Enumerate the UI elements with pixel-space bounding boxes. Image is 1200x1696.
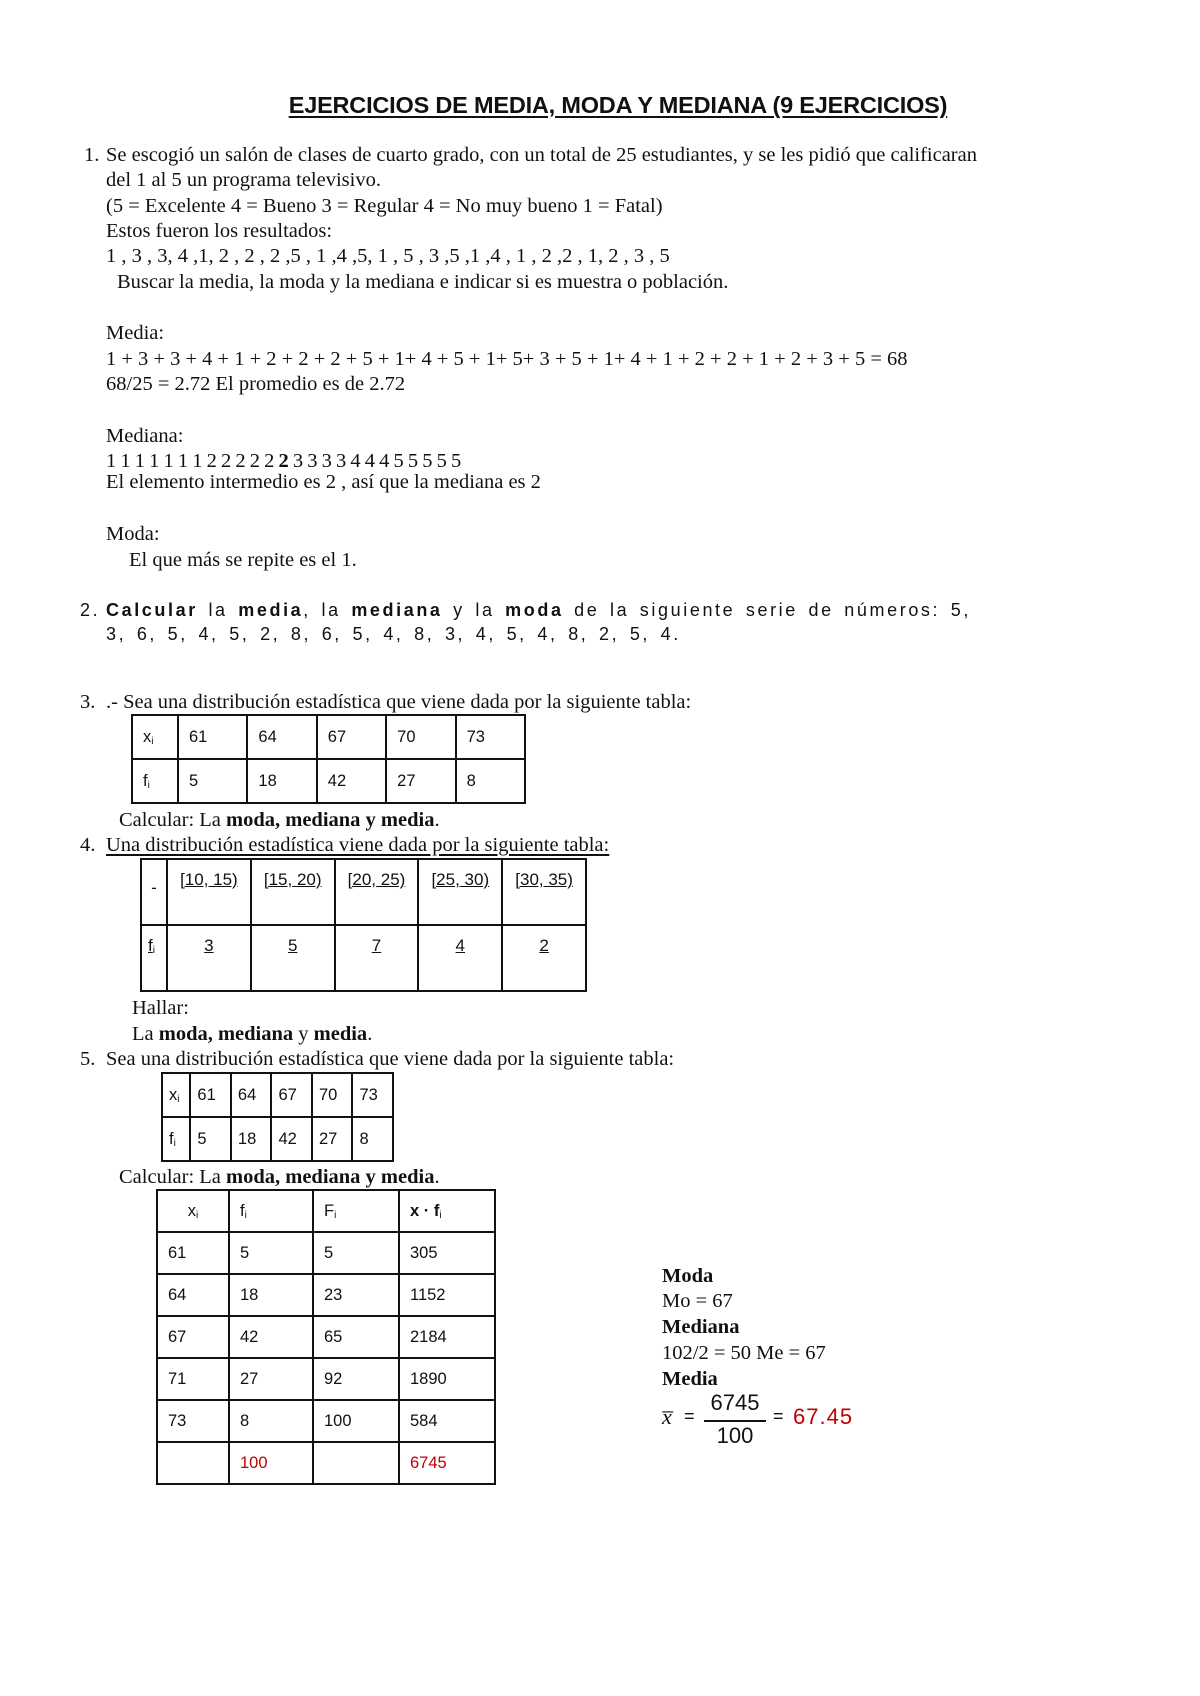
table-cell: 305 — [399, 1232, 495, 1274]
table-row — [162, 1117, 393, 1161]
text-span: Media — [662, 1368, 718, 1390]
text-line: 68/25 = 2.72 El promedio es de 2.72 — [106, 373, 406, 395]
text-span: moda, mediana y media — [226, 1166, 435, 1188]
result-label — [662, 1264, 713, 1288]
text-span: Calcular: La — [119, 809, 227, 831]
median-value: 2 — [278, 450, 289, 472]
text-span: Mediana — [662, 1316, 740, 1338]
table-cell: 92 — [313, 1358, 399, 1400]
table-cell: 27 — [386, 759, 455, 803]
table-cell: 1152 — [399, 1274, 495, 1316]
text-span: la — [197, 600, 239, 620]
table-cell — [502, 925, 586, 991]
cell-text: [30, 35) — [515, 870, 573, 889]
exercise-number: 5. — [80, 1048, 96, 1070]
table-cell: 18 — [231, 1117, 272, 1161]
text-span: 1 1 1 1 1 1 1 2 2 2 2 2 — [106, 450, 279, 472]
header-cell: $x \cdot f_i$ — [399, 1190, 495, 1232]
cell-text: f — [148, 936, 153, 955]
table-cell: 65 — [313, 1316, 399, 1358]
text-span: mediana — [351, 600, 443, 620]
text-line: del 1 al 5 un programa televisivo. — [106, 169, 381, 191]
table-row — [157, 1358, 495, 1400]
table-cell: 73 — [157, 1400, 229, 1442]
cell-text: f — [240, 1201, 245, 1220]
cell-text: F — [324, 1201, 335, 1220]
cell-text: [20, 25) — [347, 870, 406, 889]
table-cell — [335, 859, 419, 925]
text-span: media — [238, 600, 304, 620]
table-row — [157, 1232, 495, 1274]
table-cell: 23 — [313, 1274, 399, 1316]
table-cell: 73 — [352, 1073, 393, 1117]
table-cell: 61 — [157, 1232, 229, 1274]
result-value: Mo = 67 — [662, 1290, 733, 1312]
table-cell: 5 — [313, 1232, 399, 1274]
table-cell: 67 — [317, 715, 386, 759]
text-line: Se escogió un salón de clases de cuarto grado, con un total de 25 estudiantes, y se les pidió que calificaran — [106, 144, 977, 166]
cell-text: f — [143, 771, 148, 790]
table-cell: 42 — [229, 1316, 313, 1358]
text-line: El que más se repite es el 1. — [129, 549, 357, 571]
table-cell: $x_i$ — [162, 1073, 190, 1117]
table-cell: 584 — [399, 1400, 495, 1442]
table-cell: 70 — [386, 715, 455, 759]
table-row — [132, 759, 525, 803]
frequency-table — [156, 1189, 496, 1485]
text-line: Estos fueron los resultados: — [106, 220, 333, 242]
table-cell: 2184 — [399, 1316, 495, 1358]
text-span: media — [313, 1023, 368, 1045]
exercise-number: 3. — [80, 691, 96, 713]
table-row — [141, 859, 586, 925]
table-cell: 42 — [317, 759, 386, 803]
text-line: (5 = Excelente 4 = Bueno 3 = Regular 4 = No muy bueno 1 = Fatal) — [106, 195, 663, 217]
table-cell — [335, 925, 419, 991]
text-line: .- Sea una distribución estadística que viene dada por la siguiente tabla: — [106, 691, 692, 713]
table-ex4 — [140, 858, 587, 992]
equals-sign: = — [773, 1406, 784, 1426]
exercise-number: 1. — [84, 144, 100, 166]
table-cell: 70 — [312, 1073, 353, 1117]
table-ex5-small — [161, 1072, 394, 1162]
table-row — [157, 1316, 495, 1358]
text-span: Calcular: La — [119, 1166, 227, 1188]
table-cell: 67 — [271, 1073, 312, 1117]
text-span: La — [132, 1023, 159, 1045]
table-row — [162, 1073, 393, 1117]
text-span: de la siguiente serie de números: 5, — [563, 600, 971, 620]
total-cell: 6745 — [399, 1442, 495, 1484]
text-span: moda — [505, 600, 564, 620]
text-span: . — [367, 1023, 373, 1045]
table-row — [157, 1274, 495, 1316]
table-cell: 5 — [229, 1232, 313, 1274]
header-cell: $F_i$ — [313, 1190, 399, 1232]
fraction-numerator: 6745 — [710, 1390, 760, 1415]
table-cell — [167, 925, 251, 991]
equals-sign: = — [684, 1406, 695, 1426]
exercise-number: 2. — [80, 600, 101, 620]
text-span: y la — [442, 600, 506, 620]
text-span: , la — [303, 600, 352, 620]
table-row — [132, 715, 525, 759]
table-cell: 42 — [271, 1117, 312, 1161]
section-label: Media: — [106, 322, 165, 344]
table-cell: $x_i$ — [132, 715, 178, 759]
cell-text: x — [169, 1085, 178, 1104]
table-total-row — [157, 1442, 495, 1484]
text-line — [119, 1165, 440, 1189]
xbar-symbol: x̅ — [662, 1404, 672, 1429]
text-line: Buscar la media, la moda y la mediana e indicar si es muestra o población. — [117, 271, 729, 293]
table-cell: 61 — [190, 1073, 231, 1117]
text-line: Una distribución estadística viene dada por la siguiente tabla: — [106, 834, 610, 856]
cell-text: f — [169, 1129, 174, 1148]
text-span: 3 3 3 3 4 4 4 5 5 5 5 5 — [288, 450, 462, 472]
table-cell: $f_i$ — [132, 759, 178, 803]
fraction-denominator: 100 — [716, 1423, 754, 1448]
result-label — [662, 1315, 739, 1339]
table-cell — [157, 1442, 229, 1484]
table-cell — [313, 1442, 399, 1484]
total-cell: 100 — [229, 1442, 313, 1484]
cell-text: x — [187, 1201, 196, 1220]
table-cell — [167, 859, 251, 925]
cell-text: [15, 20) — [263, 870, 322, 889]
page-title: EJERCICIOS DE MEDIA, MODA Y MEDIANA (9 EJERCICIOS) — [288, 92, 948, 118]
fraction-bar — [704, 1420, 766, 1422]
table-header-row — [157, 1190, 495, 1232]
table-cell: 100 — [313, 1400, 399, 1442]
table-cell — [418, 925, 502, 991]
table-cell: 18 — [247, 759, 316, 803]
table-cell: 27 — [312, 1117, 353, 1161]
table-cell — [251, 859, 335, 925]
table-cell — [502, 859, 586, 925]
table-cell: 64 — [231, 1073, 272, 1117]
table-ex3 — [131, 714, 526, 804]
cell-text: 4 — [455, 936, 466, 955]
cell-text: x — [143, 727, 152, 746]
table-cell: $f_i$ — [141, 925, 167, 991]
text-line — [106, 598, 971, 622]
table-cell: 5 — [178, 759, 247, 803]
text-line: 1 , 3 , 3, 4 ,1, 2 , 2 , 2 ,5 , 1 ,4 ,5, 1 , 5 , 3 ,5 ,1 ,4 , 1 , 2 ,2 , 1, 2 , 3 , 5 — [106, 245, 670, 267]
table-cell: 5 — [190, 1117, 231, 1161]
table-cell: 64 — [157, 1274, 229, 1316]
table-row — [141, 925, 586, 991]
header-cell: $x_i$ — [157, 1190, 229, 1232]
table-cell: 61 — [178, 715, 247, 759]
text-line: El elemento intermedio es 2 , así que la mediana es 2 — [106, 471, 541, 493]
text-span: Moda — [662, 1265, 714, 1287]
cell-text: 3 — [204, 936, 214, 955]
mean-result: 67.45 — [793, 1404, 854, 1429]
text-line: Hallar: — [132, 997, 189, 1019]
section-label: Moda: — [106, 523, 160, 545]
text-line: Sea una distribución estadística que viene dada por la siguiente tabla: — [106, 1048, 675, 1070]
cell-text: 5 — [287, 936, 298, 955]
table-cell: 18 — [229, 1274, 313, 1316]
result-label — [662, 1367, 718, 1391]
text-span: Calcular — [106, 600, 198, 620]
table-cell — [251, 925, 335, 991]
exercise-number: 4. — [80, 834, 96, 856]
text-line: 1 + 3 + 3 + 4 + 1 + 2 + 2 + 2 + 5 + 1+ 4 + 5 + 1+ 5+ 3 + 5 + 1+ 4 + 1 + 2 + 2 + 1 + 2 + 3 + 5 = 68 — [106, 348, 908, 370]
table-cell: 64 — [247, 715, 316, 759]
text-line — [132, 1022, 372, 1046]
cell-text: 2 — [539, 936, 549, 955]
text-line: 3, 6, 5, 4, 5, 2, 8, 6, 5, 4, 8, 3, 4, 5, 4, 8, 2, 5, 4. — [106, 624, 681, 644]
table-cell: - — [141, 859, 167, 925]
table-cell: 71 — [157, 1358, 229, 1400]
header-cell: $f_i$ — [229, 1190, 313, 1232]
table-cell: 8 — [456, 759, 525, 803]
text-span: . — [434, 809, 440, 831]
table-cell: 8 — [352, 1117, 393, 1161]
table-cell: 27 — [229, 1358, 313, 1400]
table-cell — [418, 859, 502, 925]
table-cell: 73 — [456, 715, 525, 759]
table-cell: 67 — [157, 1316, 229, 1358]
table-row — [157, 1400, 495, 1442]
text-span: moda, mediana y media — [226, 809, 435, 831]
cell-text: [10, 15) — [180, 870, 238, 889]
section-label: Mediana: — [106, 425, 184, 447]
table-cell: 8 — [229, 1400, 313, 1442]
cell-text: [25, 30) — [431, 870, 490, 889]
table-cell: 1890 — [399, 1358, 495, 1400]
cell-text: x · f — [410, 1201, 440, 1220]
table-cell: $f_i$ — [162, 1117, 190, 1161]
result-value: 102/2 = 50 Me = 67 — [662, 1342, 826, 1364]
text-span: y — [293, 1023, 314, 1045]
text-span: moda, mediana — [158, 1023, 294, 1045]
text-line — [119, 808, 440, 832]
text-span: . — [434, 1166, 440, 1188]
cell-text: 7 — [371, 936, 382, 955]
